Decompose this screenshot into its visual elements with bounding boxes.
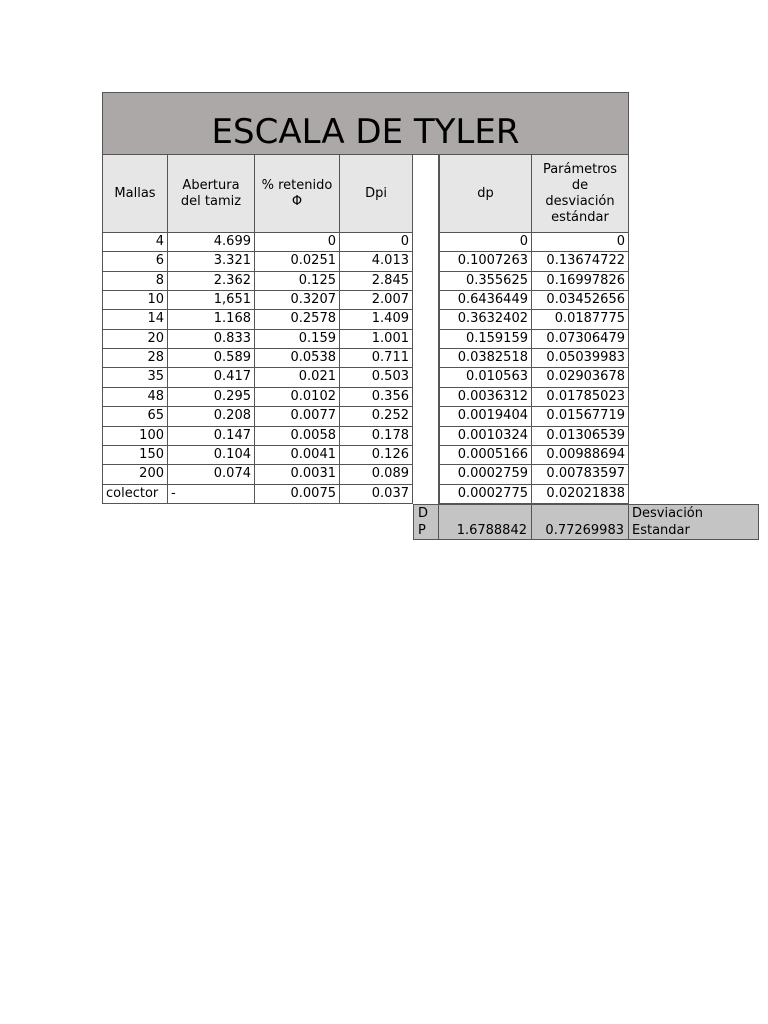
desviacion-line2: Estandar xyxy=(632,523,690,538)
page-title: ESCALA DE TYLER xyxy=(211,112,520,152)
cell-mallas: 35 xyxy=(102,368,168,387)
cell-retenido: 0.0538 xyxy=(255,349,340,368)
cell-param: 0.02903678 xyxy=(532,368,629,387)
cell-dpi: 0.356 xyxy=(340,388,413,407)
cell-dp: 0.6436449 xyxy=(439,291,532,310)
cell-dpi: 2.845 xyxy=(340,272,413,291)
summary-desviacion-label xyxy=(629,504,759,540)
cell-param: 0.00988694 xyxy=(532,446,629,465)
cell-retenido: 0.0031 xyxy=(255,465,340,484)
header-parametros: Parámetros de desviación estándar xyxy=(532,155,629,233)
cell-retenido: 0.159 xyxy=(255,330,340,349)
table-row xyxy=(0,349,768,368)
cell-dp: 0.0036312 xyxy=(439,388,532,407)
table-row xyxy=(0,272,768,291)
cell-param: 0.13674722 xyxy=(532,252,629,271)
cell-mallas: 65 xyxy=(102,407,168,426)
cell-dpi: 0.178 xyxy=(340,427,413,446)
summary-dp-total: 1.6788842 xyxy=(439,504,532,540)
title-bar xyxy=(102,92,629,155)
cell-mallas: 200 xyxy=(102,465,168,484)
cell-dp: 0.0002759 xyxy=(439,465,532,484)
cell-mallas: 150 xyxy=(102,446,168,465)
cell-retenido: 0.021 xyxy=(255,368,340,387)
cell-param: 0.01567719 xyxy=(532,407,629,426)
cell-dpi: 0.503 xyxy=(340,368,413,387)
cell-abertura: 0.147 xyxy=(168,427,255,446)
table-row xyxy=(0,465,768,484)
cell-dp: 0.010563 xyxy=(439,368,532,387)
table-row xyxy=(0,485,768,504)
cell-dpi: 0.126 xyxy=(340,446,413,465)
header-mallas: Mallas xyxy=(102,155,168,233)
cell-abertura: 2.362 xyxy=(168,272,255,291)
cell-dpi: 1.409 xyxy=(340,310,413,329)
cell-abertura: 0.417 xyxy=(168,368,255,387)
summary-label xyxy=(413,504,439,540)
cell-dp: 0.3632402 xyxy=(439,310,532,329)
summary-label-d: D xyxy=(418,506,429,521)
cell-abertura: 0.833 xyxy=(168,330,255,349)
cell-mallas: 10 xyxy=(102,291,168,310)
cell-retenido: 0.0251 xyxy=(255,252,340,271)
table-row xyxy=(0,291,768,310)
cell-param: 0.02021838 xyxy=(532,485,629,504)
header-dp: dp xyxy=(439,155,532,233)
cell-retenido: 0.3207 xyxy=(255,291,340,310)
cell-dp: 0.0382518 xyxy=(439,349,532,368)
cell-dp: 0.0002775 xyxy=(439,485,532,504)
cell-mallas: 6 xyxy=(102,252,168,271)
cell-abertura: 0.295 xyxy=(168,388,255,407)
cell-abertura: 0.104 xyxy=(168,446,255,465)
table-row xyxy=(0,310,768,329)
cell-dpi: 0.711 xyxy=(340,349,413,368)
cell-retenido: 0.0058 xyxy=(255,427,340,446)
cell-abertura: 0.589 xyxy=(168,349,255,368)
cell-dpi: 1.001 xyxy=(340,330,413,349)
summary-row xyxy=(413,504,759,540)
cell-abertura: - xyxy=(168,485,255,504)
cell-param: 0.05039983 xyxy=(532,349,629,368)
cell-mallas: 100 xyxy=(102,427,168,446)
cell-retenido: 0.0102 xyxy=(255,388,340,407)
cell-retenido: 0 xyxy=(255,233,340,252)
cell-retenido: 0.2578 xyxy=(255,310,340,329)
cell-param: 0.16997826 xyxy=(532,272,629,291)
cell-dpi: 0.252 xyxy=(340,407,413,426)
cell-dp: 0 xyxy=(439,233,532,252)
cell-dpi: 4.013 xyxy=(340,252,413,271)
header-dpi: Dpi xyxy=(340,155,413,233)
cell-retenido: 0.0075 xyxy=(255,485,340,504)
table-row xyxy=(0,330,768,349)
table-row xyxy=(0,446,768,465)
cell-mallas: 28 xyxy=(102,349,168,368)
table-row xyxy=(0,368,768,387)
cell-param: 0.01306539 xyxy=(532,427,629,446)
cell-retenido: 0.0041 xyxy=(255,446,340,465)
cell-mallas: 14 xyxy=(102,310,168,329)
cell-mallas: 48 xyxy=(102,388,168,407)
cell-dp: 0.355625 xyxy=(439,272,532,291)
cell-dpi: 0 xyxy=(340,233,413,252)
table-row xyxy=(0,427,768,446)
header-retenido: % retenido Φ xyxy=(255,155,340,233)
cell-abertura: 0.074 xyxy=(168,465,255,484)
cell-mallas: 8 xyxy=(102,272,168,291)
cell-dpi: 0.037 xyxy=(340,485,413,504)
table-row xyxy=(0,388,768,407)
cell-retenido: 0.0077 xyxy=(255,407,340,426)
cell-dp: 0.0010324 xyxy=(439,427,532,446)
cell-dp: 0.0019404 xyxy=(439,407,532,426)
desviacion-line1: Desviación xyxy=(632,506,704,521)
cell-param: 0.00783597 xyxy=(532,465,629,484)
cell-abertura: 4.699 xyxy=(168,233,255,252)
cell-abertura: 0.208 xyxy=(168,407,255,426)
cell-abertura: 1.168 xyxy=(168,310,255,329)
header-abertura: Abertura del tamiz xyxy=(168,155,255,233)
summary-label-p: P xyxy=(418,523,426,538)
table-row xyxy=(0,233,768,252)
cell-retenido: 0.125 xyxy=(255,272,340,291)
cell-mallas: colector xyxy=(102,485,168,504)
cell-param: 0 xyxy=(532,233,629,252)
cell-param: 0.03452656 xyxy=(532,291,629,310)
table-row xyxy=(0,252,768,271)
cell-mallas: 4 xyxy=(102,233,168,252)
cell-param: 0.0187775 xyxy=(532,310,629,329)
cell-abertura: 3.321 xyxy=(168,252,255,271)
table-row xyxy=(0,407,768,426)
summary-param-total: 0.77269983 xyxy=(532,504,629,540)
cell-dpi: 2.007 xyxy=(340,291,413,310)
cell-abertura: 1,651 xyxy=(168,291,255,310)
cell-mallas: 20 xyxy=(102,330,168,349)
cell-dp: 0.159159 xyxy=(439,330,532,349)
cell-param: 0.07306479 xyxy=(532,330,629,349)
cell-dp: 0.0005166 xyxy=(439,446,532,465)
cell-param: 0.01785023 xyxy=(532,388,629,407)
cell-dp: 0.1007263 xyxy=(439,252,532,271)
cell-dpi: 0.089 xyxy=(340,465,413,484)
